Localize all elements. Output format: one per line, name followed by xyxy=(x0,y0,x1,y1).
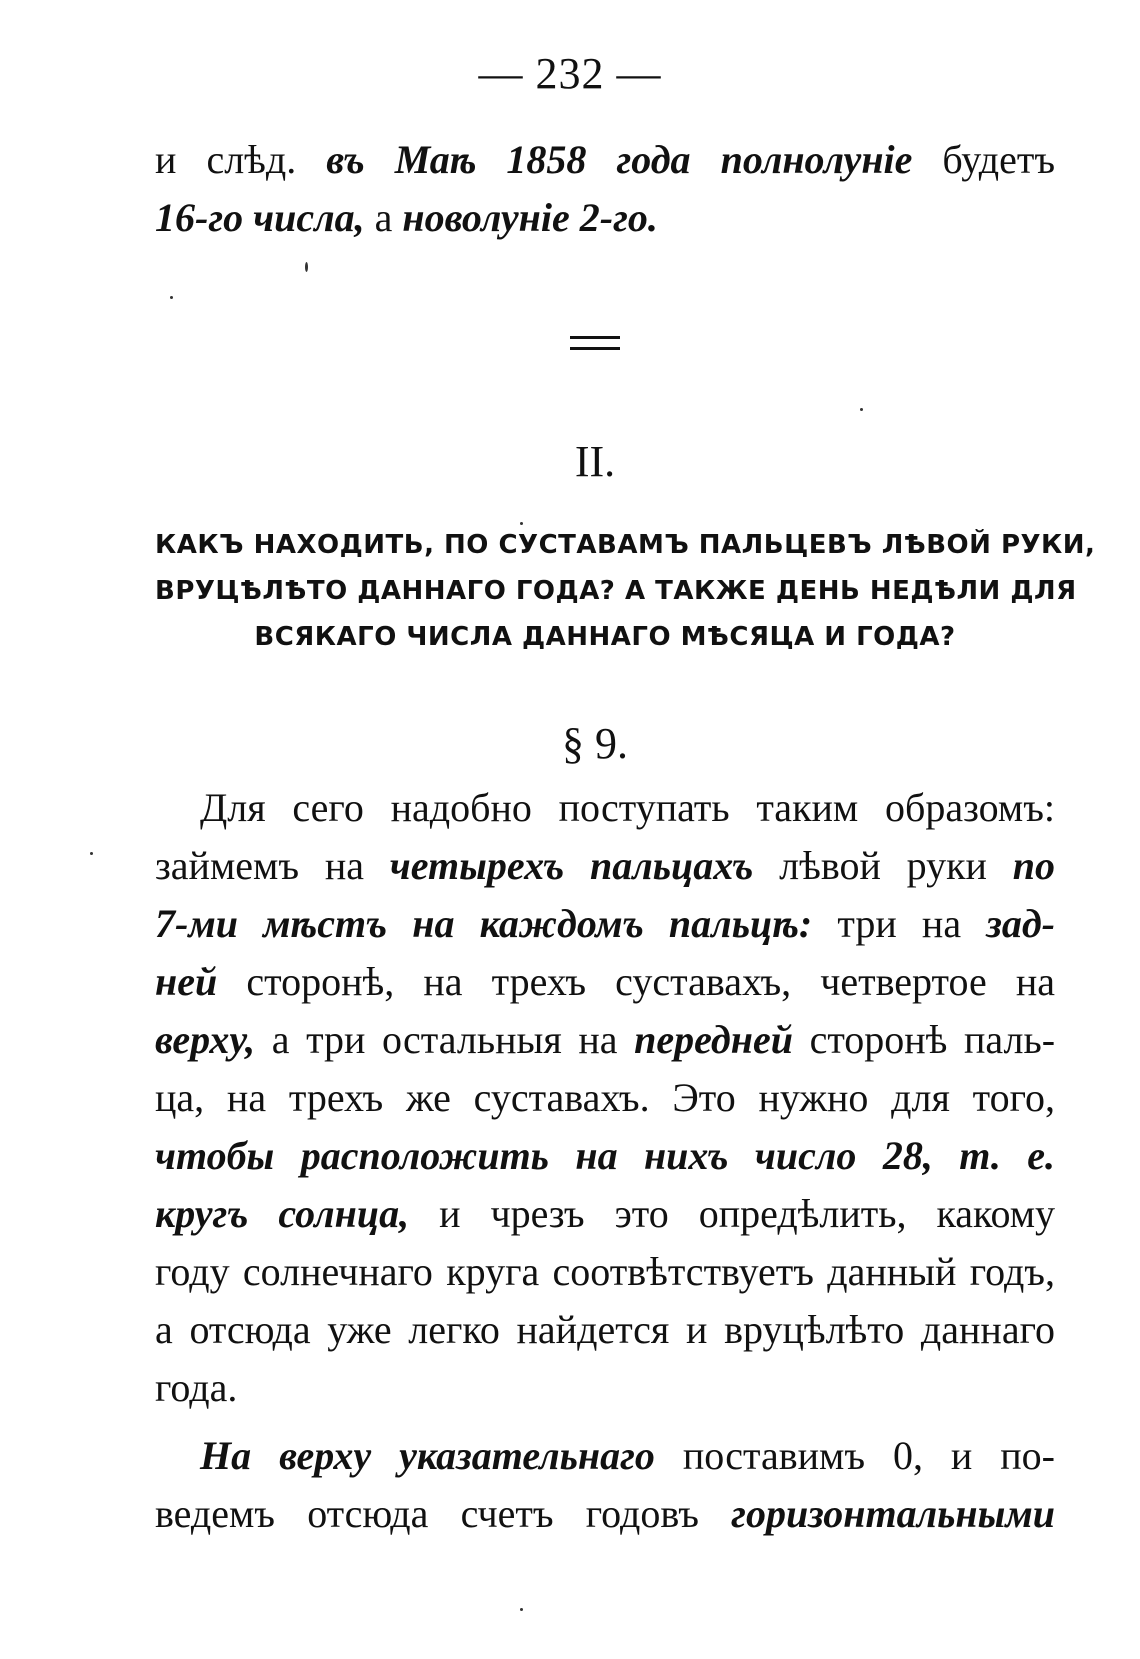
scan-speck xyxy=(860,408,863,411)
part-numeral: II. xyxy=(574,437,616,486)
text-run-italic: ней xyxy=(155,959,218,1004)
para1-line-3 xyxy=(155,896,1055,952)
text-run-italic: въ Маѣ 1858 года полнолуніе xyxy=(326,137,913,182)
para1-line-8 xyxy=(155,1186,1055,1242)
text-run: будетъ xyxy=(942,137,1055,182)
section-mark: § 9. xyxy=(562,719,628,768)
scan-speck xyxy=(90,852,93,855)
text-run-italic: 16-го числа, xyxy=(155,195,365,240)
para1-line-7: чтобы расположить на нихъ число 28, т. е. xyxy=(155,1133,1055,1178)
text-run-italic: 7-ми мѣстъ на каждомъ пальцѣ: xyxy=(155,901,813,946)
continuation-line-1 xyxy=(155,132,1055,188)
continuation-line-2 xyxy=(155,190,1055,246)
text-run-italic: четырехъ пальцахъ xyxy=(389,843,754,888)
text-run: сторонѣ, на трехъ суставахъ, четвертое на xyxy=(246,959,1056,1004)
text-run-italic: горизонтальными xyxy=(731,1491,1055,1536)
para1-line-9: году солнечнаго круга соотвѣтствуетъ данный годъ, xyxy=(155,1249,1055,1294)
scan-speck xyxy=(170,296,173,299)
chapter-heading-line-1: КАКЪ НАХОДИТЬ, ПО СУСТАВАМЪ ПАЛЬЦЕВЪ ЛѢВОЙ РУКИ, xyxy=(155,530,1096,560)
text-run-italic: новолуніе 2-го. xyxy=(402,195,658,240)
scan-speck xyxy=(305,262,308,272)
text-run: займемъ на xyxy=(155,843,364,888)
para1-line-5 xyxy=(155,1012,1055,1068)
text-run: и чрезъ это опредѣлить, какому xyxy=(439,1191,1056,1236)
para1-line-1: Для сего надобно поступать таким образомъ: xyxy=(200,785,1055,830)
scan-speck xyxy=(520,1608,523,1611)
para1-line-10: а отсюда уже легко найдется и вруцѣлѣто даннаго xyxy=(155,1307,1055,1352)
text-run: и слѣд. xyxy=(155,137,297,182)
text-run: ведемъ отсюда счетъ годовъ xyxy=(155,1491,699,1536)
text-run-italic: кругъ солнца, xyxy=(155,1191,410,1236)
text-run-italic: верху, xyxy=(155,1017,256,1062)
para1-line-11: года. xyxy=(155,1365,238,1410)
text-run-italic: по xyxy=(1012,843,1056,888)
para2-line-1 xyxy=(200,1428,1055,1484)
text-run: сторонѣ паль- xyxy=(809,1017,1056,1062)
text-run: а xyxy=(374,195,393,240)
page-number: — 232 — xyxy=(478,49,662,98)
para1-line-6: ца, на трехъ же суставахъ. Это нужно для того, xyxy=(155,1075,1055,1120)
text-run: три на xyxy=(837,901,962,946)
text-run: поставимъ 0, и по- xyxy=(682,1433,1055,1478)
text-run-italic: передней xyxy=(634,1017,793,1062)
text-run-italic: зад- xyxy=(986,901,1056,946)
chapter-heading-line-2: ВРУЦѢЛѢТО ДАННАГО ГОДА? А ТАКЖЕ ДЕНЬ НЕДѢЛИ ДЛЯ xyxy=(155,576,1077,606)
para1-line-4 xyxy=(155,954,1055,1010)
text-run: а три остальныя на xyxy=(271,1017,618,1062)
text-run-italic: На верху указательнаго xyxy=(200,1433,655,1478)
scan-speck xyxy=(520,522,523,525)
para1-line-2 xyxy=(155,838,1055,894)
text-run: лѣвой руки xyxy=(779,843,987,888)
double-rule-divider xyxy=(570,336,620,350)
para2-line-2 xyxy=(155,1486,1055,1542)
chapter-heading-line-3: ВСЯКАГО ЧИСЛА ДАННАГО МѢСЯЦА И ГОДА? xyxy=(254,622,956,652)
